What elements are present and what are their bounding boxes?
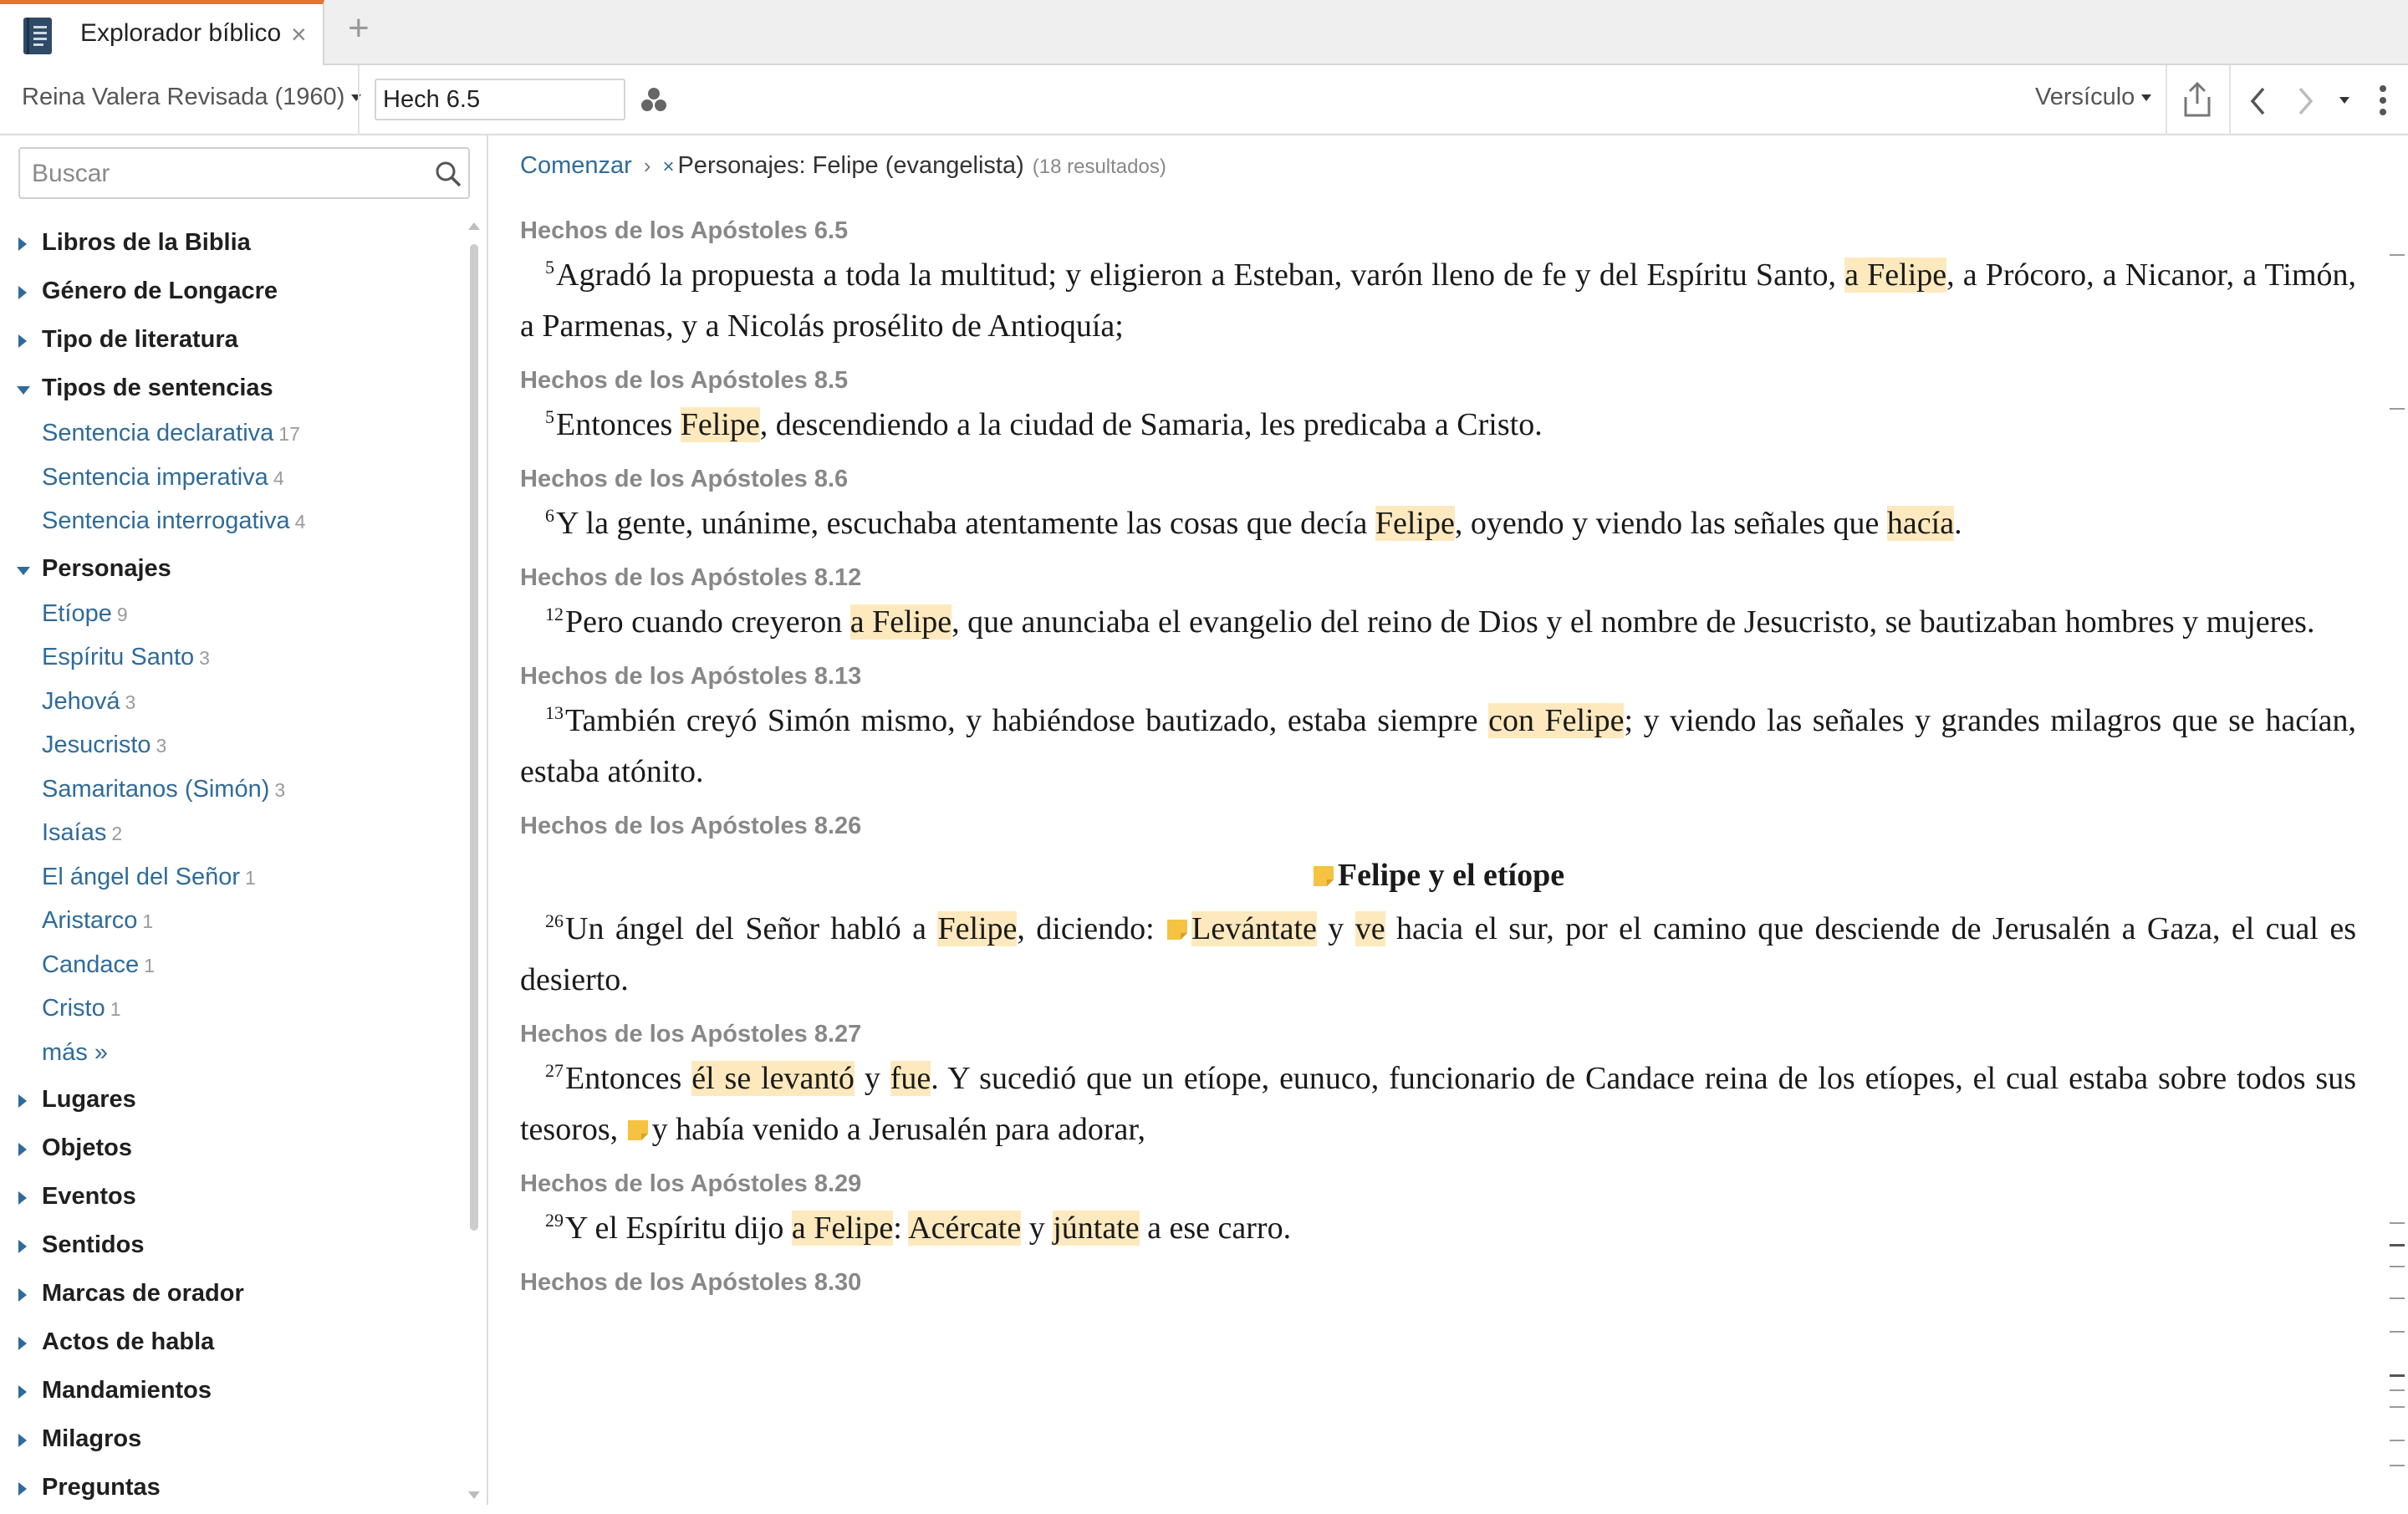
facet-group-label: Eventos — [42, 1183, 136, 1210]
verse-text-segment: , que anunciaba el evangelio del reino de Dios y el nombre de Jesucristo, se bautizaban hombres y mujeres. — [951, 604, 2315, 640]
verse-reference-link[interactable]: Hechos de los Apóstoles 8.26 — [520, 813, 862, 839]
scroll-marker — [2390, 1222, 2405, 1224]
breadcrumb-separator: › — [643, 153, 651, 178]
facet-group-eventos[interactable] — [0, 1175, 468, 1223]
facet-item-count: 1 — [245, 866, 256, 889]
collapsed-triangle-icon[interactable] — [18, 1288, 27, 1302]
expanded-triangle-icon[interactable] — [17, 386, 30, 395]
facet-item-label: El ángel del Señor 1 — [42, 863, 256, 890]
view-mode-selector[interactable] — [2035, 84, 2151, 111]
scroll-marker — [2390, 1406, 2405, 1408]
facet-item-count: 4 — [294, 511, 306, 533]
facet-item-mas[interactable] — [0, 1034, 468, 1078]
verse-text-segment: : — [893, 1211, 909, 1246]
verse-text-segment: Un ángel del Señor habló a — [565, 911, 938, 946]
facet-group-label: Actos de habla — [42, 1328, 215, 1355]
facet-item-count: 1 — [142, 910, 154, 932]
scroll-up-icon[interactable] — [468, 222, 480, 230]
verse-reference-link[interactable]: Hechos de los Apóstoles 6.5 — [520, 217, 849, 244]
verse-text-segment: a ese carro. — [1139, 1211, 1292, 1246]
verse-text-segment: Entonces — [556, 407, 681, 442]
tab-bar — [0, 0, 2408, 65]
facet-group-tipos-de-sentencias[interactable] — [0, 366, 468, 415]
view-mode-label: Versículo — [2035, 84, 2135, 110]
verse-text-segment: y había venido a Jerusalén para adorar, — [651, 1112, 1146, 1147]
add-tab-button[interactable]: + — [348, 8, 370, 48]
collapsed-triangle-icon[interactable] — [18, 1434, 27, 1447]
facet-group-marcas-de-orador[interactable] — [0, 1272, 468, 1320]
highlighted-match: él se levantó — [691, 1061, 855, 1096]
facet-list — [0, 221, 468, 1514]
note-icon[interactable] — [1166, 906, 1189, 930]
verse-text — [520, 400, 2356, 451]
verse-text — [520, 1053, 2356, 1155]
facet-group-sentidos[interactable] — [0, 1223, 468, 1272]
facet-item-label: Jesucristo 3 — [42, 732, 167, 758]
result-count: (18 resultados) — [1032, 155, 1166, 178]
scroll-marker — [2390, 408, 2405, 410]
facet-group-actos-de-habla[interactable] — [0, 1320, 468, 1369]
verse-reference-link[interactable]: Hechos de los Apóstoles 8.6 — [520, 466, 849, 492]
bible-explorer-icon — [22, 16, 55, 56]
verse-text — [520, 904, 2356, 1006]
facet-item-sentencia-imperativa[interactable] — [0, 459, 468, 503]
highlighted-match: Felipe — [937, 911, 1018, 946]
scroll-marker — [2390, 1266, 2405, 1267]
verse-text-segment: También creyó Simón mismo, y habiéndose bautizado, estaba siempre — [565, 703, 1489, 738]
verse-reference-link[interactable]: Hechos de los Apóstoles 8.27 — [520, 1021, 862, 1048]
facet-item-jehova[interactable] — [0, 683, 468, 727]
highlighted-match: con Felipe — [1488, 703, 1625, 738]
scroll-marker — [2390, 1374, 2405, 1377]
facet-item-label: Aristarco 1 — [42, 907, 154, 934]
verse-text — [520, 696, 2356, 798]
facet-group-label: Personajes — [42, 554, 171, 582]
toolbar — [0, 65, 2408, 135]
facet-item-label: Candace 1 — [42, 951, 155, 978]
verse-text — [520, 597, 2356, 648]
share-icon[interactable] — [2181, 80, 2214, 119]
facet-item-jesucristo[interactable] — [0, 726, 468, 771]
visual-filter-icon[interactable] — [639, 85, 669, 115]
verse-text-segment: y — [1316, 911, 1355, 946]
verse-text-segment: Entonces — [565, 1061, 692, 1096]
highlighted-match: a Felipe — [1844, 257, 1947, 293]
highlighted-match: a Felipe — [791, 1211, 894, 1246]
facet-item-label: Espíritu Santo 3 — [42, 644, 210, 670]
tab-bible-explorer[interactable] — [0, 0, 324, 67]
facet-item-count: 3 — [156, 735, 167, 757]
verse-number: 29 — [545, 1210, 564, 1231]
facet-item-label: Sentencia interrogativa 4 — [42, 507, 306, 534]
note-icon[interactable] — [1312, 859, 1335, 883]
scroll-marker — [2390, 1465, 2405, 1466]
verse-text-segment: . Y sucedió que un etíope, eunuco, funcionario de Candace reina de los etíopes, el cual estaba sobre todos sus tesoros, — [520, 1061, 2356, 1147]
facet-group-personajes[interactable] — [0, 547, 468, 595]
facet-item-sentencia-interrogativa[interactable] — [0, 502, 468, 547]
highlighted-match: Levántate — [1191, 911, 1317, 946]
facet-group-label: Libros de la Biblia — [42, 229, 251, 256]
facet-item-label: Isaías 2 — [42, 819, 123, 846]
verse-text-segment: Pero cuando creyeron — [565, 604, 850, 640]
collapsed-triangle-icon[interactable] — [18, 334, 27, 348]
collapsed-triangle-icon[interactable] — [18, 1482, 27, 1496]
version-selector[interactable] — [22, 84, 361, 111]
verse-text — [520, 1203, 2356, 1254]
search-input[interactable] — [32, 157, 408, 191]
verse-text — [520, 250, 2356, 352]
verse-text-segment: y — [854, 1061, 890, 1096]
collapsed-triangle-icon[interactable] — [18, 1191, 27, 1205]
results-pane — [490, 135, 2408, 1505]
facet-item-count: 3 — [125, 691, 136, 713]
expanded-triangle-icon[interactable] — [17, 567, 30, 575]
section-heading — [520, 857, 2356, 894]
verse-reference-link[interactable]: Hechos de los Apóstoles 8.13 — [520, 663, 862, 690]
scrollbar-thumb[interactable] — [470, 244, 478, 1231]
verse-text-segment: y — [1021, 1211, 1054, 1246]
facet-item-label: Samaritanos (Simón) 3 — [42, 775, 286, 803]
more-options-icon[interactable] — [2373, 80, 2393, 120]
divider — [2166, 65, 2167, 135]
chevron-down-icon — [2141, 94, 2151, 101]
facet-item-label: Jehová 3 — [42, 687, 136, 715]
back-arrow-icon[interactable] — [2244, 85, 2273, 117]
facet-group-mandamientos[interactable] — [0, 1369, 468, 1417]
facet-item-el-angel-del-senor[interactable] — [0, 859, 468, 903]
verse-text-segment: . — [1954, 506, 1962, 541]
verse-number: 5 — [545, 257, 554, 278]
breadcrumb-start-link[interactable]: Comenzar — [520, 152, 632, 179]
facet-group-label: Objetos — [42, 1134, 132, 1161]
version-label: Reina Valera Revisada (1960) — [22, 84, 345, 110]
facet-item-count: 1 — [144, 954, 155, 976]
facet-item-label: Sentencia declarativa 17 — [42, 420, 300, 446]
highlighted-match: Felipe — [680, 407, 760, 442]
facet-item-count: 3 — [274, 778, 286, 801]
chevron-down-icon — [351, 94, 361, 101]
verse-number: 5 — [545, 406, 554, 427]
facet-item-label: más » — [42, 1038, 108, 1066]
verse-reference-link[interactable]: Hechos de los Apóstoles 8.29 — [520, 1170, 862, 1197]
facet-item-candace[interactable] — [0, 946, 468, 991]
facet-group-milagros[interactable] — [0, 1417, 468, 1466]
scroll-down-icon[interactable] — [468, 1491, 480, 1499]
section-heading-text: Felipe y el etíope — [1337, 858, 1565, 893]
highlighted-match: hacía — [1886, 506, 1955, 541]
active-filter-label: Personajes: Felipe (evangelista) — [677, 152, 1024, 179]
highlighted-match: Felipe — [1375, 506, 1455, 541]
highlighted-match: Acércate — [908, 1211, 1022, 1246]
facet-item-label: Etíope 9 — [42, 599, 128, 627]
verse-number: 26 — [545, 910, 564, 931]
facet-item-sentencia-declarativa[interactable] — [0, 415, 468, 459]
facet-item-count: 2 — [111, 823, 123, 844]
scroll-marker — [2390, 1440, 2405, 1441]
divider — [358, 65, 360, 135]
divider — [2229, 65, 2231, 135]
facet-group-label: Mandamientos — [42, 1377, 212, 1404]
verse-text — [520, 498, 2356, 549]
facet-group-label: Tipos de sentencias — [42, 375, 273, 401]
collapsed-triangle-icon[interactable] — [18, 237, 27, 251]
collapsed-triangle-icon[interactable] — [18, 286, 27, 299]
results-list — [520, 211, 2356, 1297]
scroll-marker — [2390, 1389, 2405, 1391]
facet-item-label: Sentencia imperativa 4 — [42, 463, 284, 491]
verse-number: 12 — [545, 604, 564, 624]
facet-item-count: 4 — [273, 466, 284, 489]
history-dropdown-icon[interactable] — [2339, 97, 2349, 104]
tab-title: Explorador bíblico — [80, 19, 282, 47]
verse-text-segment: Y el Espíritu dijo — [565, 1211, 792, 1246]
facet-group-label: Milagros — [42, 1425, 142, 1452]
highlighted-match: ve — [1354, 911, 1385, 946]
facet-group-label: Lugares — [42, 1086, 136, 1113]
facet-item-aristarco[interactable] — [0, 902, 468, 946]
facet-group-libros-de-la-biblia[interactable] — [0, 221, 468, 269]
close-tab-icon[interactable]: × — [291, 19, 307, 49]
reference-input[interactable] — [375, 79, 625, 120]
verse-text-segment: Agradó la propuesta a toda la multitud; y eligieron a Esteban, varón lleno de fe y del Espíritu Santo, — [556, 257, 1845, 293]
scroll-marker — [2390, 1297, 2405, 1299]
facet-item-etiope[interactable] — [0, 595, 468, 640]
collapsed-triangle-icon[interactable] — [18, 1240, 27, 1253]
breadcrumb — [520, 152, 1166, 180]
facet-group-lugares[interactable] — [0, 1078, 468, 1126]
collapsed-triangle-icon[interactable] — [18, 1385, 27, 1399]
note-icon[interactable] — [626, 1107, 650, 1130]
sidebar-scrollbar[interactable] — [467, 221, 482, 1505]
highlighted-match: a Felipe — [849, 604, 952, 640]
verse-text-segment: ; y viendo las señales y grandes milagros que se hacían, estaba atónito. — [520, 703, 2356, 789]
facet-item-count: 17 — [278, 423, 300, 445]
verse-number: 13 — [545, 702, 564, 723]
highlighted-match: fue — [890, 1061, 931, 1096]
results-scrollbar[interactable] — [2388, 211, 2406, 1505]
verse-text-segment: , oyendo y viendo las señales que — [1454, 506, 1887, 541]
scroll-marker — [2390, 1244, 2405, 1246]
scroll-marker — [2390, 1331, 2405, 1333]
verse-number: 6 — [545, 505, 554, 526]
verse-text-segment: , diciendo: — [1017, 911, 1166, 946]
verse-number: 27 — [545, 1060, 564, 1081]
facet-group-label: Género de Longacre — [42, 278, 278, 304]
facet-group-label: Preguntas — [42, 1474, 161, 1501]
facet-group-objetos[interactable] — [0, 1126, 468, 1175]
facet-group-genero-de-longacre[interactable] — [0, 269, 468, 318]
collapsed-triangle-icon[interactable] — [18, 1143, 27, 1156]
verse-text-segment: hacia el sur, por el camino que desciende de Jerusalén a Gaza, el cual es desierto. — [520, 911, 2357, 997]
facet-group-tipo-de-literatura[interactable] — [0, 318, 468, 366]
facet-group-label: Marcas de orador — [42, 1280, 244, 1307]
verse-text-segment: , a Prócoro, a Nicanor, a Timón, a Parmenas, y a Nicolás prosélito de Antioquía; — [520, 257, 2357, 344]
verse-reference-link[interactable]: Hechos de los Apóstoles 8.30 — [520, 1269, 862, 1296]
facet-item-isaias[interactable] — [0, 814, 468, 859]
verse-text-segment: Y la gente, unánime, escuchaba atentamente las cosas que decía — [556, 506, 1375, 541]
remove-filter-icon[interactable]: × — [662, 155, 675, 178]
facet-item-count: 9 — [116, 603, 128, 625]
facet-item-cristo[interactable] — [0, 990, 468, 1034]
facet-group-label: Sentidos — [42, 1231, 145, 1258]
facet-item-count: 3 — [199, 647, 210, 669]
search-icon[interactable] — [433, 159, 463, 189]
verse-reference-link[interactable]: Hechos de los Apóstoles 8.12 — [520, 564, 862, 591]
forward-arrow-icon[interactable] — [2291, 85, 2319, 117]
facet-item-count: 1 — [110, 998, 121, 1020]
verse-reference-link[interactable]: Hechos de los Apóstoles 8.5 — [520, 367, 849, 394]
highlighted-match: júntate — [1053, 1211, 1140, 1246]
facet-group-preguntas[interactable] — [0, 1466, 468, 1514]
verse-text-segment: , descendiendo a la ciudad de Samaria, les predicaba a Cristo. — [759, 407, 1543, 442]
facet-group-label: Tipo de literatura — [42, 326, 238, 353]
facet-item-label: Cristo 1 — [42, 995, 121, 1022]
facet-item-espiritu-santo[interactable] — [0, 639, 468, 683]
search-box — [18, 147, 470, 199]
facet-sidebar — [0, 135, 488, 1505]
scroll-marker — [2390, 254, 2405, 256]
collapsed-triangle-icon[interactable] — [18, 1094, 27, 1108]
collapsed-triangle-icon[interactable] — [18, 1337, 27, 1350]
facet-item-samaritanos-simon[interactable] — [0, 771, 468, 815]
